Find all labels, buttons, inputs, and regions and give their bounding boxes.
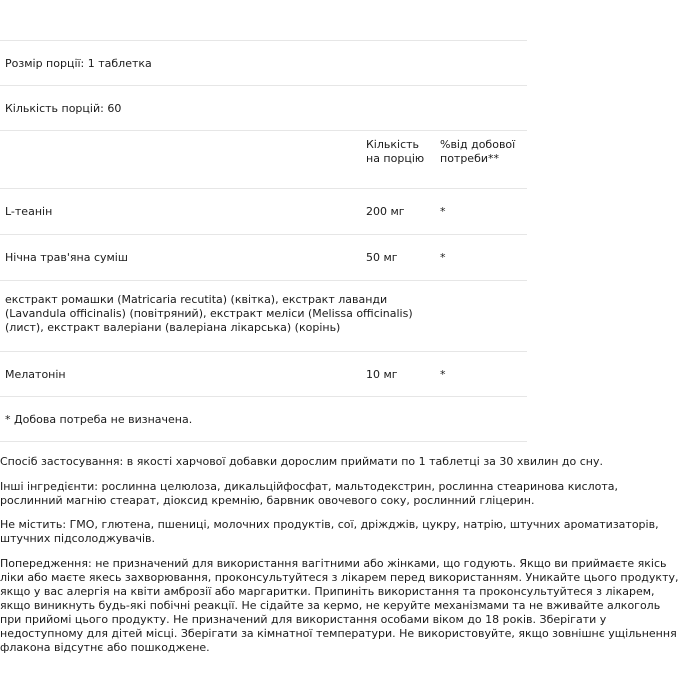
daily-value-header-line-1: %від добової <box>440 138 516 151</box>
footnote-row <box>0 396 527 442</box>
servings-count-row <box>0 85 527 130</box>
amount-header-line-2: на порцію <box>366 152 425 165</box>
warning-text: Попередження: не призначений для використання вагітними або жінками, що годують. Якщо ви приймаєте якісь ліки або маєте якесь захворювання, проконсультуйтеся з лікарем перед використанням. Уникайте цього продукту, якщо у вас алергія на квіти амброзії або маргаритки. Припиніть використання та проконсультуйтеся з лікарем, якщо виникнуть будь-які побічні реакції. Не сідайте за кермо, не керуйте механізмами та не вживайте алкоголь при прийомі цього продукту. Не призначений для використання особами віком до 18 років. Зберігати у недоступному для дітей місці. Зберігати за кімнатної температури. Не використовуйте, якщо зовнішнє ущільнення флакона відсутнє або пошкоджене. <box>0 557 679 654</box>
supplement-facts-table <box>0 40 527 442</box>
ingredient-amount: 50 мг <box>366 251 398 264</box>
table-row <box>0 280 527 351</box>
table-header-row <box>0 130 527 188</box>
usage-text: Спосіб застосування: в якості харчової добавки дорослим приймати по 1 таблетці за 30 хвилин до сну. <box>0 455 603 468</box>
ingredient-name: Мелатонін <box>5 368 66 381</box>
amount-header-line-1: Кількість <box>366 138 420 151</box>
serving-size: Розмір порції: 1 таблетка <box>5 57 152 70</box>
daily-value-header-line-2: потреби** <box>440 152 500 165</box>
serving-size-row <box>0 40 527 85</box>
table-row <box>0 351 527 396</box>
footnote: * Добова потреба не визначена. <box>5 413 193 426</box>
herbal-blend-composition: екстракт ромашки (Matricaria recutita) (квітка), екстракт лаванди (Lavandula officinalis) (повітряний), екстракт меліси (Melissa officinalis) (лист), екстракт валеріани (валеріана лікарська) (корінь) <box>5 293 413 334</box>
table-row <box>0 234 527 280</box>
ingredient-name: L-теанін <box>5 205 53 218</box>
ingredient-amount: 10 мг <box>366 368 398 381</box>
ingredient-name: Нічна трав'яна суміш <box>5 251 128 264</box>
table-row <box>0 188 527 234</box>
other-ingredients-text: Інші інгредієнти: рослинна целюлоза, дикальційфосфат, мальтодекстрин, рослинна стеаринова кислота, рослинний магнію стеарат, діоксид кремнію, барвник овочевого соку, рослинний гліцерин. <box>0 480 619 507</box>
servings-count: Кількість порцій: 60 <box>5 102 122 115</box>
ingredient-daily-value: * <box>440 368 446 381</box>
free-from-text: Не містить: ГМО, глютена, пшениці, молочних продуктів, сої, дріжджів, цукру, натрію, штучних ароматизаторів, штучних підсолоджувачів. <box>0 518 659 545</box>
ingredient-amount: 200 мг <box>366 205 405 218</box>
ingredient-daily-value: * <box>440 251 446 264</box>
ingredient-daily-value: * <box>440 205 446 218</box>
